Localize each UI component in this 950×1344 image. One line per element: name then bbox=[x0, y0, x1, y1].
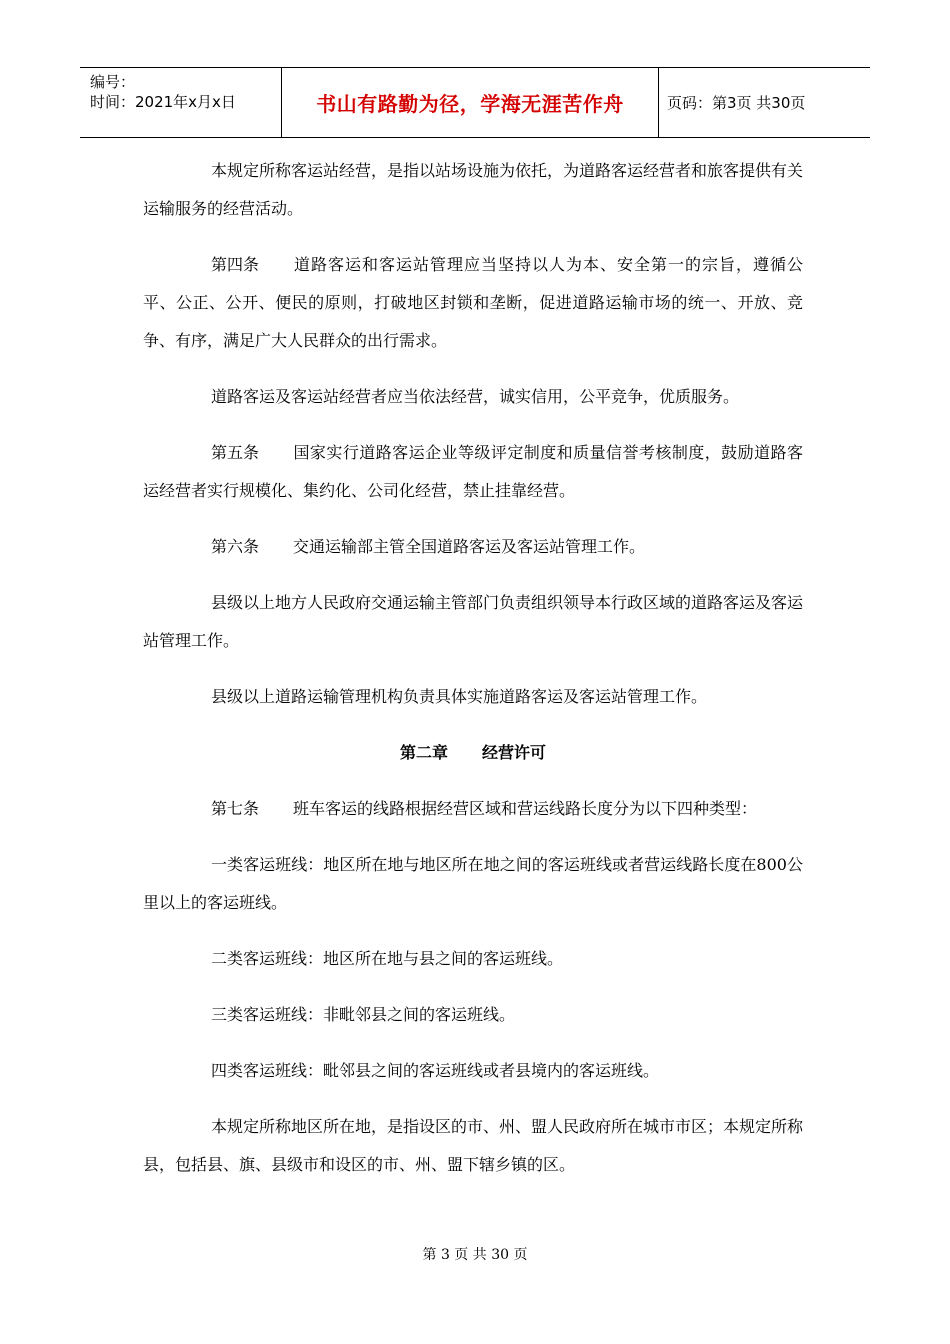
chapter-title: 经营许可 bbox=[482, 743, 547, 762]
article-label: 第六条 bbox=[211, 537, 260, 556]
paragraph: 县级以上道路运输管理机构负责具体实施道路客运及客运站管理工作。 bbox=[211, 687, 708, 706]
document-time-label: 时间：2021年x月x日 bbox=[90, 93, 236, 111]
document-number-label: 编号： bbox=[90, 73, 136, 91]
article-4 bbox=[143, 246, 803, 360]
paragraph: 道路客运及客运站经营者应当依法经营，诚实信用，公平竞争，优质服务。 bbox=[211, 387, 740, 406]
article-label: 第七条 bbox=[211, 799, 260, 818]
article-text: 班车客运的线路根据经营区域和营运线路长度分为以下四种类型： bbox=[293, 799, 758, 818]
article-label: 第四条 bbox=[211, 255, 260, 274]
header-meta bbox=[80, 68, 281, 137]
chapter-heading bbox=[143, 734, 803, 772]
chapter-number: 第二章 bbox=[399, 743, 448, 762]
paragraph: 四类客运班线：毗邻县之间的客运班线或者县境内的客运班线。 bbox=[211, 1061, 660, 1080]
header-page-number: 页码：第3页 共30页 bbox=[667, 94, 806, 112]
page-header bbox=[80, 67, 870, 138]
header-motto: 书山有路勤为径，学海无涯苦作舟 bbox=[281, 68, 659, 137]
paragraph: 本规定所称地区所在地，是指设区的市、州、盟人民政府所在城市市区；本规定所称县，包括县、旗、县级市和设区的市、州、盟下辖乡镇的区。 bbox=[143, 1117, 804, 1174]
article-7 bbox=[143, 790, 803, 828]
article-6 bbox=[143, 528, 803, 566]
article-5 bbox=[143, 434, 803, 510]
article-text: 国家实行道路客运企业等级评定制度和质量信誉考核制度，鼓励道路客运经营者实行规模化、集约化、公司化经营，禁止挂靠经营。 bbox=[143, 443, 803, 500]
article-text: 道路客运和客运站管理应当坚持以人为本、安全第一的宗旨，遵循公平、公正、公开、便民的原则，打破地区封锁和垄断，促进道路运输市场的统一、开放、竞争、有序，满足广大人民群众的出行需求。 bbox=[143, 255, 803, 350]
paragraph: 一类客运班线：地区所在地与地区所在地之间的客运班线或者营运线路长度在800公里以上的客运班线。 bbox=[143, 855, 803, 912]
page-footer: 第 3 页 共 30 页 bbox=[422, 1247, 528, 1263]
paragraph: 三类客运班线：非毗邻县之间的客运班线。 bbox=[211, 1005, 516, 1024]
paragraph: 县级以上地方人民政府交通运输主管部门负责组织领导本行政区域的道路客运及客运站管理工作。 bbox=[143, 593, 804, 650]
document-body bbox=[143, 152, 803, 1202]
article-label: 第五条 bbox=[211, 443, 260, 462]
article-text: 交通运输部主管全国道路客运及客运站管理工作。 bbox=[293, 537, 646, 556]
paragraph: 二类客运班线：地区所在地与县之间的客运班线。 bbox=[211, 949, 564, 968]
paragraph: 本规定所称客运站经营，是指以站场设施为依托，为道路客运经营者和旅客提供有关运输服务的经营活动。 bbox=[143, 161, 804, 218]
